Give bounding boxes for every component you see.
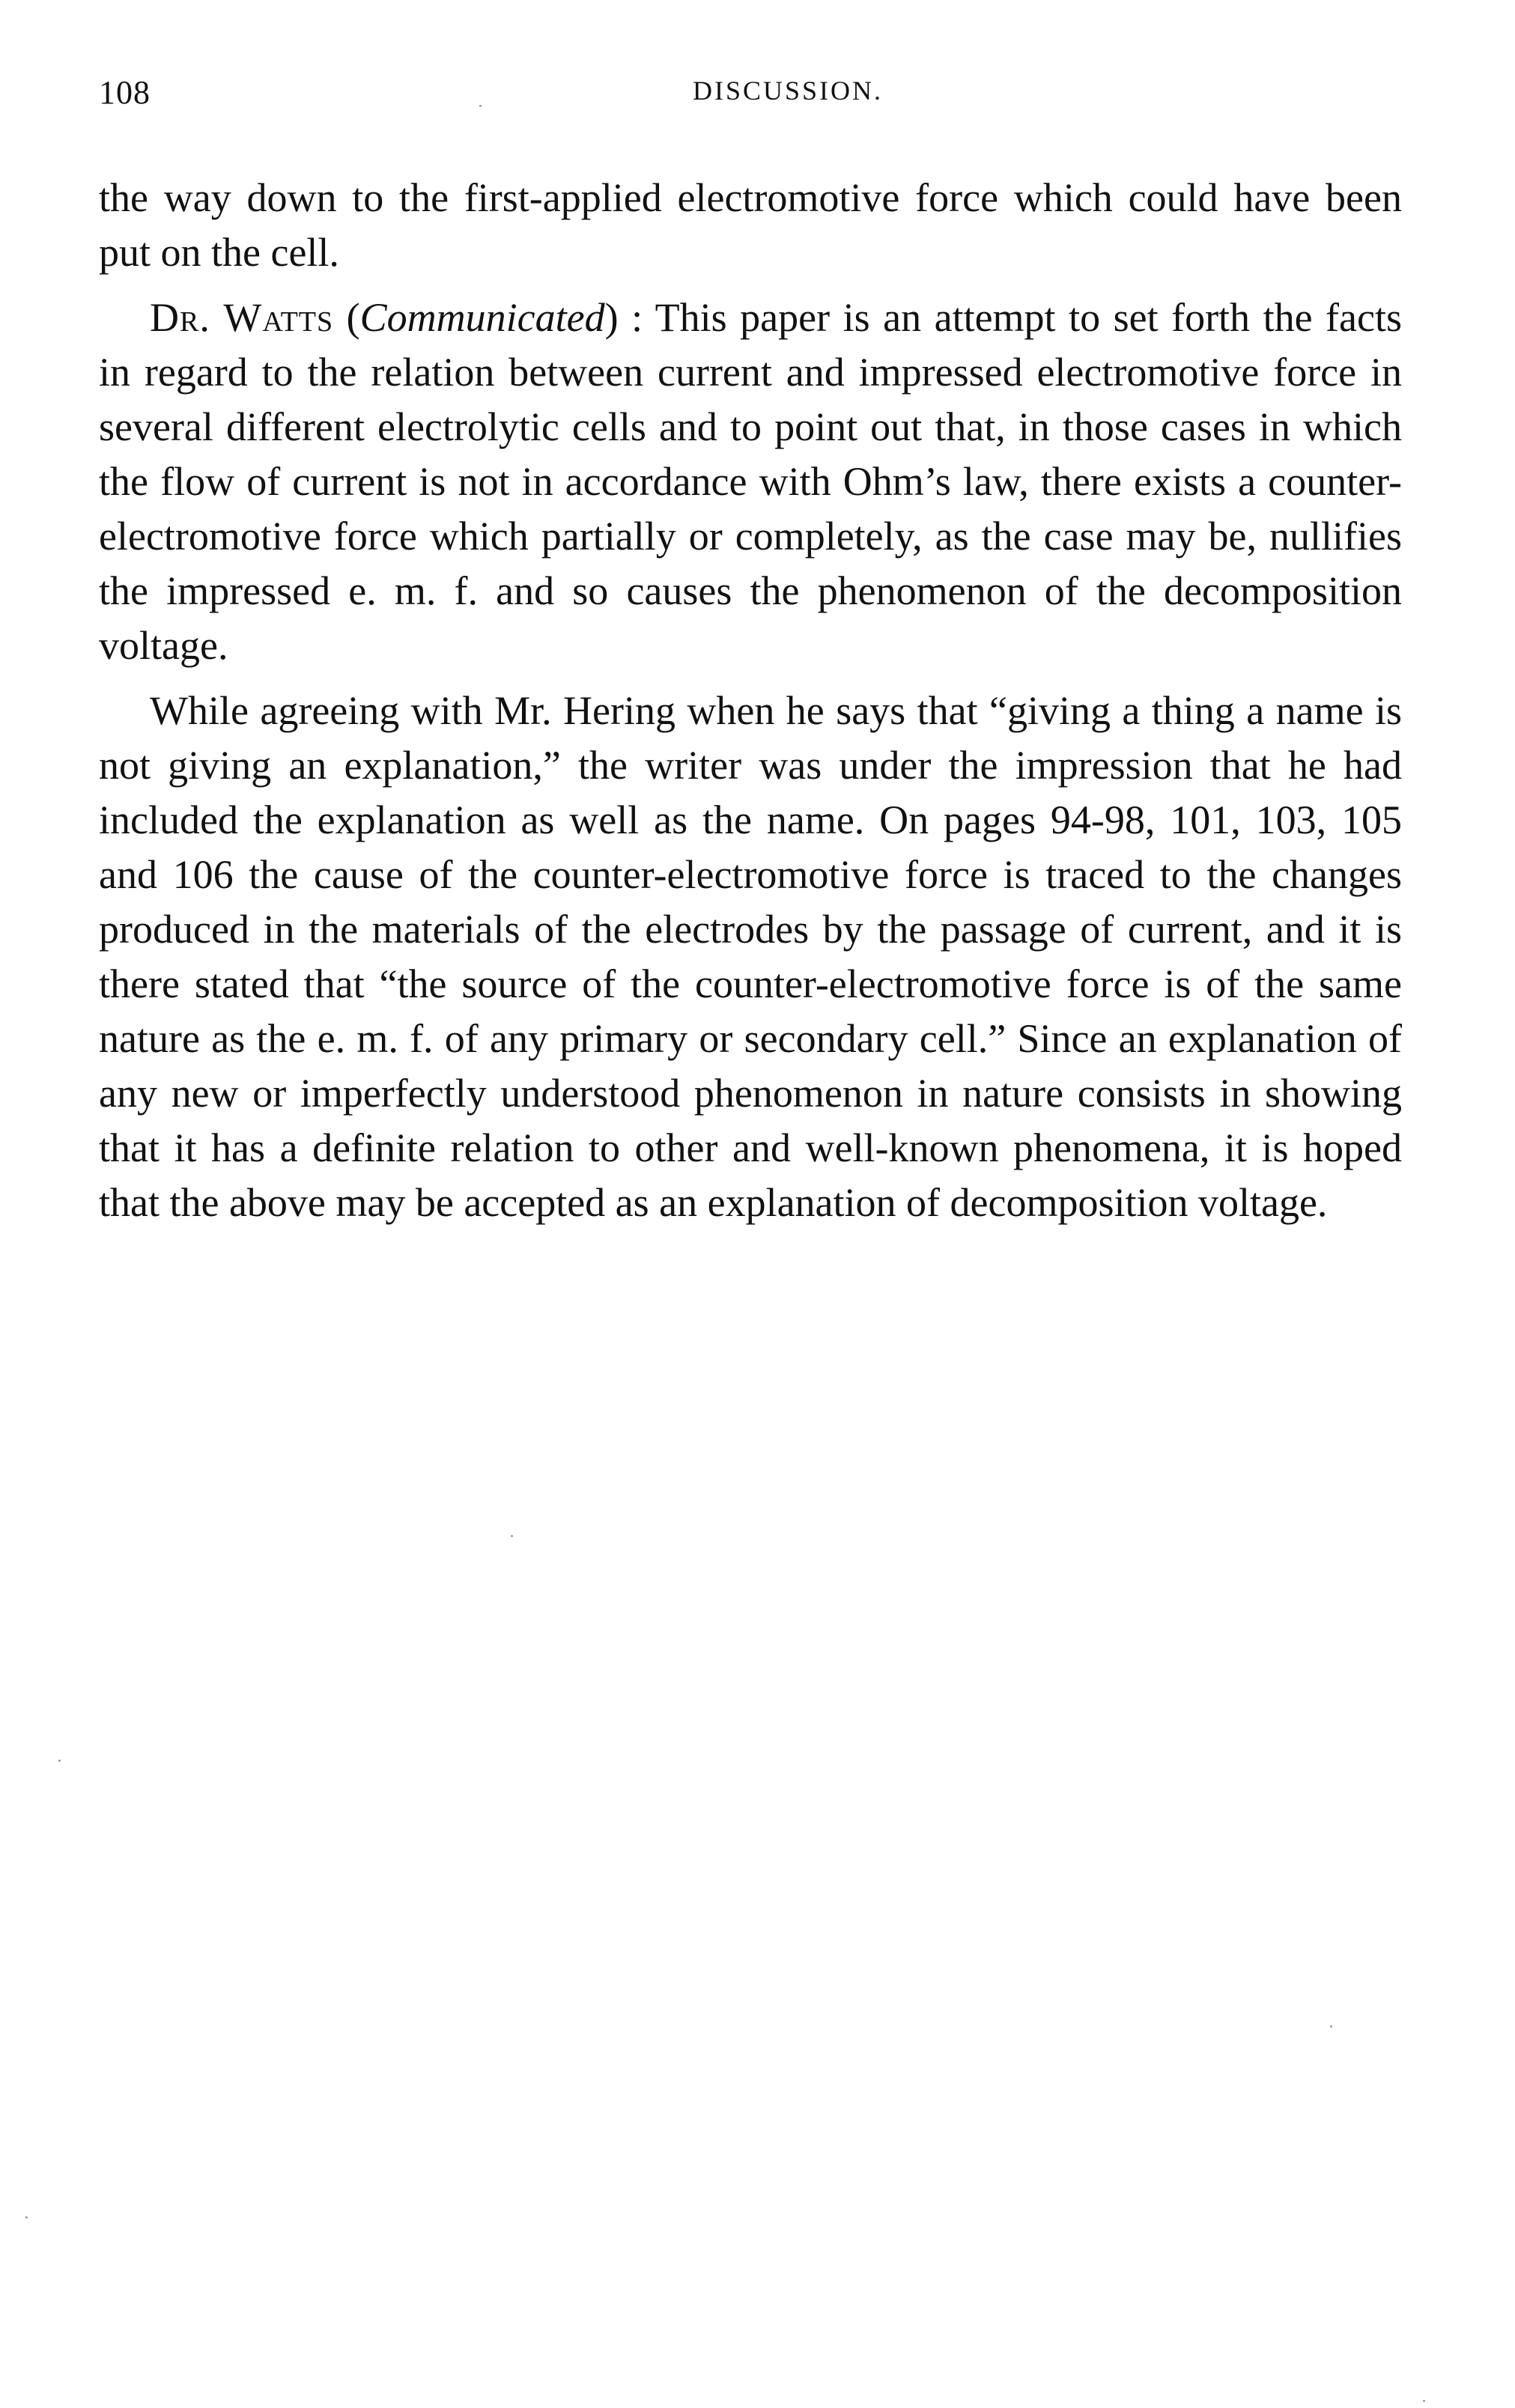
watts-paragraph [99,291,1402,673]
scan-speck [58,1760,61,1762]
running-head [99,73,1402,118]
paren-close: ) : [604,295,655,340]
page-number: 108 [99,74,151,111]
scan-speck [479,105,482,107]
scan-speck [1330,2025,1332,2028]
scan-speck [25,2216,28,2219]
running-title: DISCUSSION. [692,76,884,106]
continuation-paragraph: the way down to the first-applied electromotive force which could have been put on the cell. [99,175,1402,275]
scan-speck [511,1535,513,1537]
speaker-name: Dr. Watts [150,295,334,340]
hering-paragraph: While agreeing with Mr. Hering when he says that “giving a thing a name is not giving an explanation,” the writer was under the impression that he had included the explanation as well as the name. On pages 94-98, 101, 103, 105 and 106 the cause of the counter-electromotive force is traced to the changes produced in the materials of the electrodes by the passage of current, and it is there stated that “the source of the counter-electromotive force is of the same nature as the e. m. f. of any primary or secondary cell.” Since an explanation of any new or imperfectly understood phenomenon in nature consists in showing that it has a definite relation to other and well-known phenomena, it is hoped that the above may be accepted as an explanation of decomposition voltage. [99,688,1402,1225]
scan-speck [1423,2400,1425,2402]
paren-open: ( [333,295,360,340]
communicated-note: Communicated [359,295,605,340]
body-text [99,171,1402,1230]
watts-text: This paper is an attempt to set forth the facts in regard to the relation between current and impressed electromotive force in several different electrolytic cells and to point out that, in those cases in which the flow of current is not in accordance with Ohm’s law, there exists a counter-electromotive force which partially or completely, as the case may be, nullifies the impressed e. m. f. and so causes the phenomenon of the decomposition voltage. [99,295,1402,668]
